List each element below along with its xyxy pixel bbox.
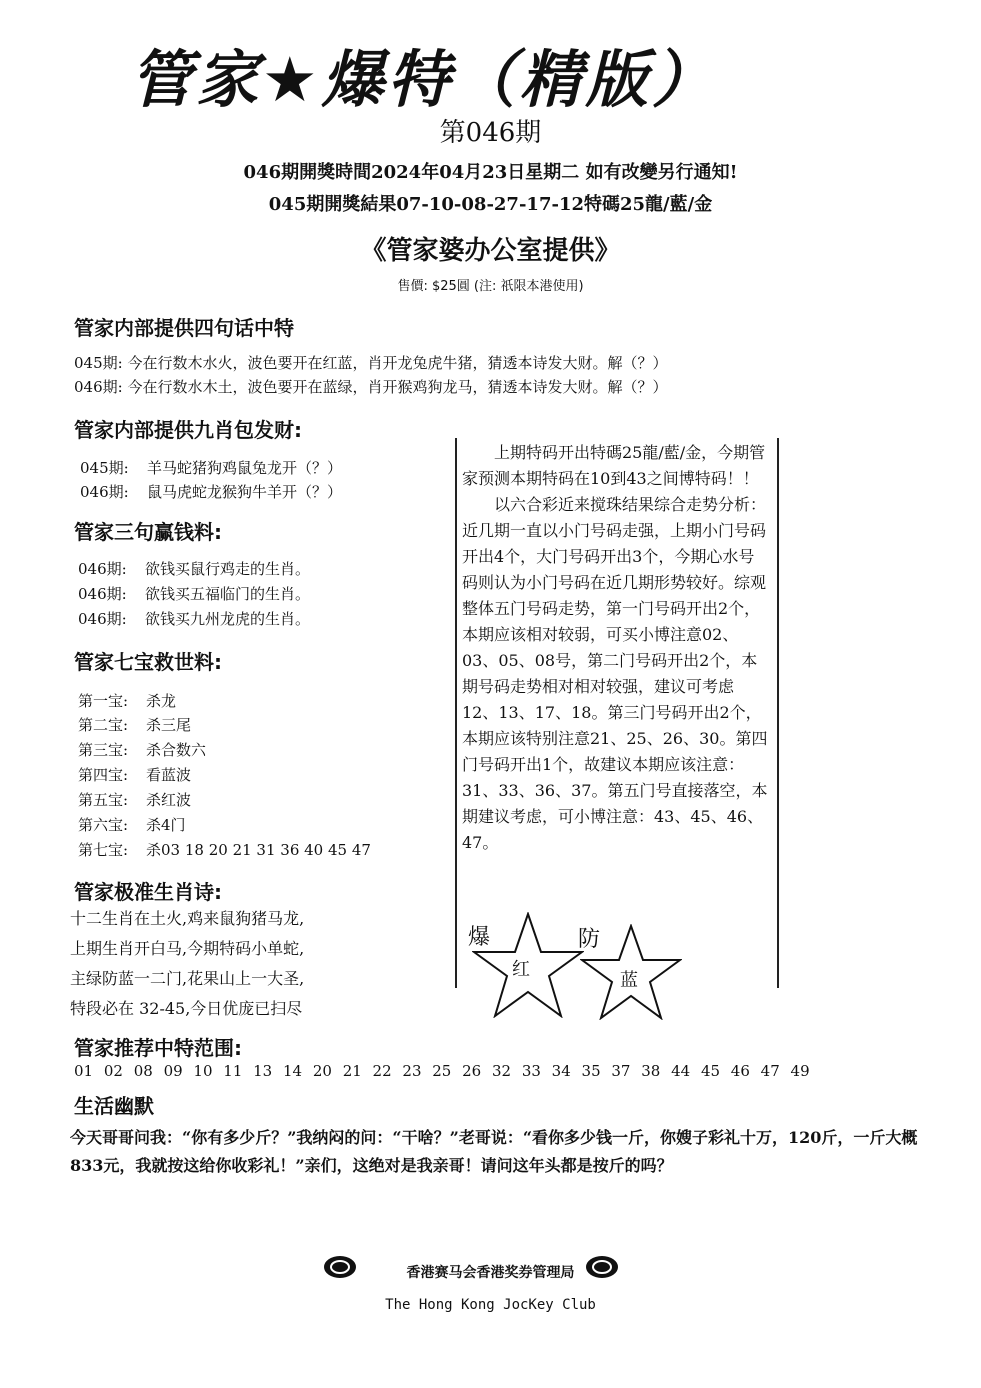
three-sentence-text: 欲钱买九州龙虎的生肖。 — [145, 610, 311, 628]
three-sentence-label: 046期: — [78, 560, 127, 578]
treasure-text: 杀龙 — [146, 692, 177, 710]
star-blue-text: 蓝 — [620, 970, 638, 991]
three-sentence-text: 欲钱买五福临门的生肖。 — [145, 585, 311, 603]
page-title: 管家★爆特（精版） — [130, 43, 718, 116]
nine-zodiac-label: 045期: — [80, 459, 129, 477]
footer-org-en: The Hong Kong JocKey Club — [385, 1297, 596, 1313]
treasure-text: 杀03 18 20 21 31 36 40 45 47 — [146, 841, 371, 859]
treasure-label: 第三宝: — [78, 741, 129, 759]
nine-zodiac-label: 046期: — [80, 483, 129, 501]
four-sentence-heading: 管家内部提供四句话中特 — [74, 316, 294, 340]
poem-line: 主绿防蓝一二门,花果山上一大圣, — [70, 969, 305, 988]
humor-text: 今天哥哥问我：“你有多少斤？”我纳闷的问：“干啥？”老哥说：“看你多少钱一斤，你嫂子彩礼十万，120斤，一斤大概833元，我就按这给你收彩礼！”亲们，这绝对是我亲哥！请问这年头都是按斤的吗？ — [70, 1128, 918, 1175]
humor-heading: 生活幽默 — [74, 1094, 154, 1118]
star-guard-label: 防 — [578, 927, 601, 952]
treasure-label: 第五宝: — [78, 791, 129, 809]
three-sentence-label: 046期: — [78, 610, 127, 628]
four-sentence-line: 046期: 今在行数水木土，波色要开在蓝绿，肖开猴鸡狗龙马，猜透本诗发大财。解（？） — [74, 378, 668, 396]
star-red-text: 红 — [512, 959, 530, 980]
treasure-label: 第六宝: — [78, 816, 129, 834]
star-hot-label: 爆 — [468, 925, 491, 950]
nine-zodiac-text: 羊马蛇猪狗鸡鼠兔龙开（？） — [147, 459, 343, 477]
analysis-paragraph: 上期特码开出特碼25龍/藍/金，今期管家预测本期特码在10到43之间博特码！！ — [462, 443, 766, 488]
poem-line: 特段必在 32-45,今日优庞已扫尽 — [70, 999, 303, 1018]
last-result: 045期開獎結果07-10-08-27-17-12特碼25龍/藍/金 — [268, 194, 713, 215]
treasure-text: 杀三尾 — [146, 716, 192, 734]
three-sentence-text: 欲钱买鼠行鸡走的生肖。 — [145, 560, 311, 578]
range-numbers: 01 02 08 09 10 11 13 14 20 21 22 23 25 26 32 33 34 35 37 38 44 45 46 47 49 — [74, 1062, 810, 1080]
range-heading: 管家推荐中特范围: — [74, 1036, 242, 1060]
nine-zodiac-heading: 管家内部提供九肖包发财: — [74, 418, 302, 442]
treasure-label: 第一宝: — [78, 692, 129, 710]
treasure-text: 看蓝波 — [146, 766, 192, 784]
seven-treasure-heading: 管家七宝救世料: — [74, 650, 222, 674]
issue-number: 第046期 — [439, 118, 542, 148]
treasure-text: 杀合数六 — [146, 741, 207, 759]
treasure-label: 第二宝: — [78, 716, 129, 734]
treasure-label: 第四宝: — [78, 766, 129, 784]
treasure-label: 第七宝: — [78, 841, 129, 859]
three-sentence-label: 046期: — [78, 585, 127, 603]
poem-line: 上期生肖开白马,今期特码小单蛇, — [70, 939, 305, 958]
footer-org-cn: 香港赛马会香港奖券管理局 — [406, 1265, 575, 1281]
treasure-text: 杀4门 — [146, 816, 186, 834]
nine-zodiac-text: 鼠马虎蛇龙猴狗牛羊开（？） — [147, 483, 343, 501]
treasure-text: 杀红波 — [146, 791, 192, 809]
three-sentence-heading: 管家三句赢钱料: — [74, 520, 222, 544]
poem-line: 十二生肖在土火,鸡来鼠狗猪马龙, — [70, 909, 305, 928]
analysis-text — [462, 440, 768, 856]
draw-notice: 046期開獎時間2024年04月23日星期二 如有改變另行通知! — [243, 162, 738, 183]
poem-heading: 管家极准生肖诗: — [74, 880, 222, 904]
analysis-paragraph: 以六合彩近来搅珠结果综合走势分析：近几期一直以小门号码走强，上期小门号码开出4个，大门号码开出3个，今期心水号码则认为小门号码在近几期形势较好。综观整体五门号码走势，第一门号码开出2个，本期应该相对较弱，可买小博注意02、03、05、08号，第二门号码开出2个，本期号码走势相对相对较强，建议可考虑12、13、17、18。第三门号码开出2个，本期应该特别注意21、25、26、30。第四门号码开出1个，故建议本期应该注意：31、33、36、37。第五门号直接落空，本期建议考虑，可小博注意：43、45、46、47。 — [462, 495, 768, 852]
price-note: 售價: $25圓 (注: 祇限本港使用) — [397, 279, 584, 294]
provider-line: 《管家婆办公室提供》 — [360, 236, 621, 266]
four-sentence-line: 045期: 今在行数木水火，波色要开在红蓝，肖开龙兔虎牛猪，猜透本诗发大财。解（？） — [74, 354, 668, 372]
